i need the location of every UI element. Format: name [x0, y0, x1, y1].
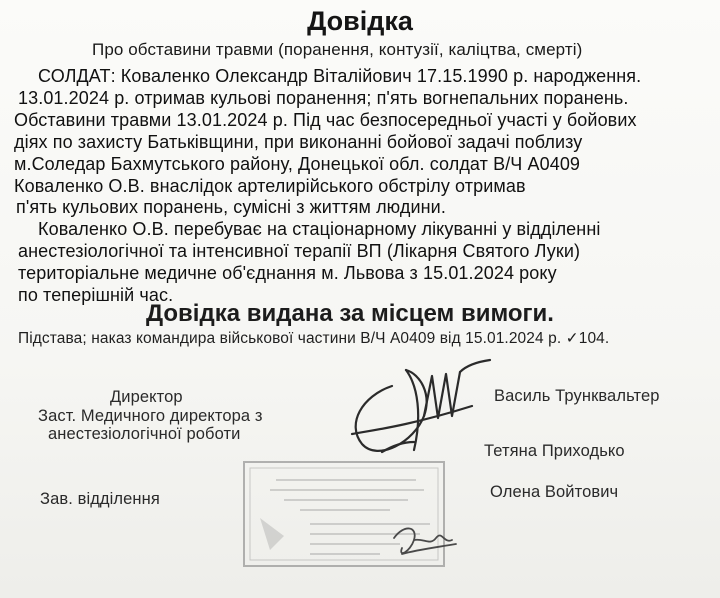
body-line: анестезіологічної та інтенсивної терапії ВП (Лікарня Святого Луки) — [18, 241, 581, 261]
body-line: Коваленко О.В. внаслідок артелирійського обстрілу отримав — [14, 176, 526, 196]
body-line: п'ять кульових поранень, сумісні з життям людини. — [16, 197, 446, 217]
deputy-label-line2: анестезіологічної роботи — [48, 425, 241, 443]
body-line: діях по захисту Батьківщини, при виконанні бойової задачі поблизу — [14, 132, 583, 152]
head-of-dept-label: Зав. відділення — [40, 490, 160, 508]
document-title: Довідка — [307, 6, 413, 36]
director-signature — [322, 346, 500, 468]
body-line: територіальне медичне об'єднання м. Львова з 15.01.2024 року — [18, 263, 557, 283]
body-line: Коваленко О.В. перебуває на стаціонарному лікуванні у відділенні — [38, 219, 601, 239]
director-name: Василь Трунквальтер — [494, 387, 660, 405]
head-name: Олена Войтович — [490, 483, 619, 501]
body-line: м.Соледар Бахмутського району, Донецької обл. солдат В/Ч А0409 — [14, 154, 581, 174]
body-line: Обставини травми 13.01.2024 р. Під час безпосередньої участі у бойових — [14, 110, 637, 130]
deputy-name: Тетяна Приходько — [484, 442, 625, 460]
body-line: СОЛДАТ: Коваленко Олександр Віталійович 17.15.1990 р. народження. — [38, 66, 642, 86]
director-label: Директор — [110, 388, 183, 406]
body-line: 13.01.2024 р. отримав кульові поранення; п'ять вогнепальних поранень. — [18, 88, 629, 108]
basis-line: Підстава; наказ командира військової частини В/Ч А0409 від 15.01.2024 р. ✓104. — [18, 330, 610, 347]
head-signature — [384, 518, 464, 568]
deputy-label-line1: Заст. Медичного директора з — [38, 407, 263, 425]
body-line: по теперішній час. — [18, 285, 174, 305]
document-subtitle: Про обставини травми (поранення, контузії, каліцтва, смерті) — [92, 40, 583, 59]
issued-statement: Довідка видана за місцем вимоги. — [146, 300, 554, 327]
